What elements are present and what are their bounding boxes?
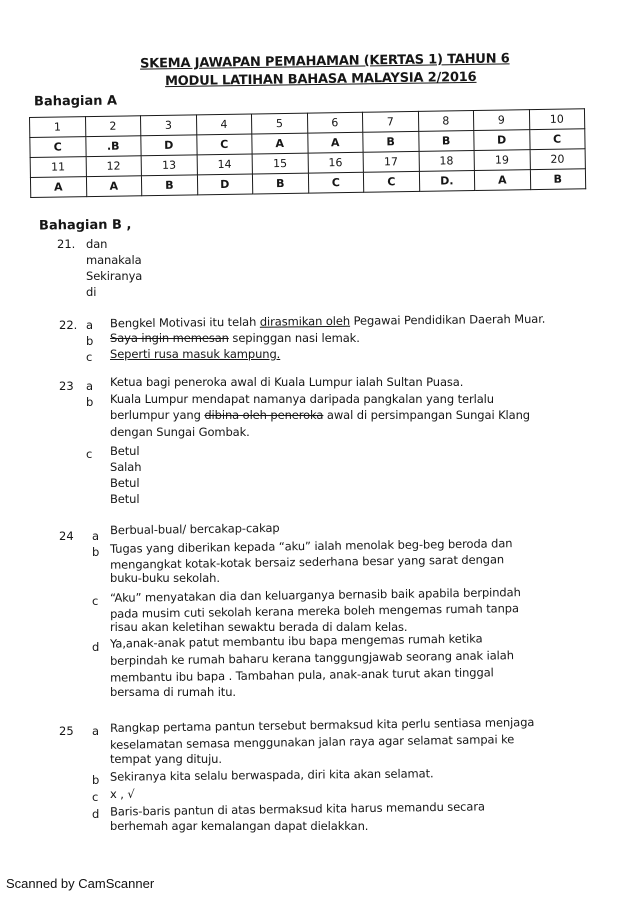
answer-line: buku-buku sekolah. <box>110 571 220 585</box>
document-subtitle: MODUL LATIHAN BAHASA MALAYSIA 2/2016 <box>164 69 477 90</box>
item-label: c <box>92 594 99 608</box>
answer-line: “Aku” menyatakan dia dan keluarganya bernasib baik apabila berpindah <box>109 585 521 605</box>
table-cell: B <box>252 173 308 194</box>
struck-phrase: dibina oleh peneroka <box>204 408 324 422</box>
answer-line: di <box>86 285 97 299</box>
answer-line: mengangkat kotak-kotak bersaiz sederhana besar yang sarat dengan <box>109 552 505 572</box>
answer-text: awal di persimpangan Sungai Klang <box>323 408 530 422</box>
table-cell: A <box>474 170 530 191</box>
answer-line <box>110 312 545 331</box>
table-cell: D <box>197 174 253 195</box>
table-cell: C <box>363 171 419 192</box>
answer-line: Sekiranya kita selalu berwaspada, diri kita akan selamat. <box>109 766 434 784</box>
answer-text: berlumpur yang <box>110 408 205 422</box>
section-a-heading: Bahagian A <box>33 93 118 110</box>
answer-text: sepinggan nasi lemak. <box>228 331 360 345</box>
item-label: a <box>92 529 100 543</box>
document-title: SKEMA JAWAPAN PEMAHAMAN (KERTAS 1) TAHUN 6 <box>139 51 510 72</box>
answer-line <box>110 331 360 345</box>
answer-line: dan <box>86 237 108 251</box>
answer-line: Rangkap pertama pantun tersebut bermaksud kita perlu sentiasa menjaga <box>109 715 535 735</box>
table-cell: C <box>529 129 585 150</box>
answer-line: x , √ <box>110 787 135 801</box>
table-cell: B <box>363 131 419 152</box>
answer-text: Pegawai Pendidikan Daerah Muar. <box>349 311 546 328</box>
answer-line: berpindah ke rumah baharu kerana tanggungjawab seorang anak ialah <box>109 648 514 668</box>
answer-line: tempat yang dituju. <box>110 752 222 766</box>
question-number: 25 <box>59 724 74 738</box>
table-cell: 7 <box>362 111 418 132</box>
item-label: c <box>86 447 93 461</box>
table-cell: A <box>30 177 86 198</box>
table-cell: 12 <box>86 156 142 177</box>
table-cell: 9 <box>473 110 529 131</box>
item-label: d <box>92 807 100 821</box>
table-cell: D <box>474 130 530 151</box>
answer-line: Ya,anak-anak patut membantu ibu bapa mengemas rumah ketika <box>109 631 483 651</box>
answer-line: Sekiranya <box>86 269 143 283</box>
table-cell: 20 <box>530 149 586 170</box>
question-number: 21. <box>57 237 76 251</box>
struck-phrase: Saya ingin memesan <box>110 331 229 345</box>
table-cell: 16 <box>308 152 364 173</box>
answer-line: pada musim cuti sekolah kerana mereka boleh mengemas rumah tanpa <box>109 601 519 621</box>
answer-line: Salah <box>110 460 142 474</box>
underlined-phrase: dirasmikan oleh <box>259 313 351 329</box>
table-cell: 19 <box>474 150 530 171</box>
table-cell: B <box>141 175 197 196</box>
answer-line: Betul <box>110 492 140 506</box>
item-label: c <box>92 790 99 804</box>
table-cell: 5 <box>251 113 307 134</box>
answer-line: Berbual-bual/ bercakap-cakap <box>109 520 280 538</box>
answer-line: manakala <box>86 253 142 267</box>
table-cell: 14 <box>197 154 253 175</box>
table-cell: D <box>141 135 197 156</box>
table-cell: C <box>30 137 86 158</box>
table-cell: 1 <box>30 117 86 138</box>
item-label: c <box>86 350 93 364</box>
table-cell: 15 <box>252 153 308 174</box>
table-cell: 10 <box>529 109 585 130</box>
answer-line: Tugas yang diberikan kepada “aku” ialah menolak beg-beg beroda dan <box>109 536 513 556</box>
item-label: a <box>92 724 100 738</box>
answer-line: Betul <box>110 444 140 458</box>
item-label: b <box>86 395 94 409</box>
item-label: a <box>86 379 94 393</box>
table-cell: 8 <box>418 111 474 132</box>
table-cell: B <box>418 131 474 152</box>
answer-line: keselamatan semasa menggunakan jalan raya agar selamat sampai ke <box>109 732 515 752</box>
table-cell: 4 <box>196 114 252 135</box>
answer-line: berhemah agar kemalangan dapat dielakkan. <box>110 819 369 833</box>
answer-text: Bengkel Motivasi itu telah <box>109 314 260 331</box>
table-cell: .B <box>85 136 141 157</box>
answer-line: Seperti rusa masuk kampung. <box>110 347 281 361</box>
question-number: 24 <box>59 529 74 543</box>
answer-table <box>29 108 586 198</box>
answer-line: membantu ibu bapa . Tambahan pula, anak-anak turut akan tinggal <box>109 665 494 685</box>
table-cell: A <box>252 133 308 154</box>
table-cell: 3 <box>140 115 196 136</box>
item-label: b <box>92 773 100 787</box>
answer-line: Betul <box>110 476 140 490</box>
item-label: b <box>86 334 94 348</box>
item-label: b <box>92 545 100 559</box>
table-cell: B <box>530 169 586 190</box>
question-number: 23 <box>59 379 74 393</box>
item-label: a <box>86 318 94 332</box>
table-cell: A <box>307 132 363 153</box>
answer-line: risau akan keletihan sewaktu berada di dalam kelas. <box>110 620 408 634</box>
table-cell: A <box>86 176 142 197</box>
table-cell: 11 <box>30 157 86 178</box>
table-cell: 13 <box>141 155 197 176</box>
answer-line: bersama di rumah itu. <box>110 685 236 699</box>
answer-line: Ketua bagi peneroka awal di Kuala Lumpur ialah Sultan Puasa. <box>110 375 464 389</box>
table-cell: 17 <box>363 151 419 172</box>
answer-line: Baris-baris pantun di atas bermaksud kita harus memandu secara <box>109 799 485 819</box>
table-cell: C <box>196 134 252 155</box>
section-b-heading: Bahagian B , <box>38 217 132 234</box>
scanner-watermark: Scanned by CamScanner <box>6 876 155 891</box>
table-cell: C <box>308 172 364 193</box>
answer-line: dengan Sungai Gombak. <box>110 425 250 439</box>
answer-line: Kuala Lumpur mendapat namanya daripada pangkalan yang terlalu <box>110 392 494 406</box>
answer-line <box>110 408 530 422</box>
table-cell: 6 <box>307 112 363 133</box>
table-cell: D. <box>419 171 475 192</box>
table-cell: 2 <box>85 116 141 137</box>
question-number: 22. <box>59 318 78 332</box>
item-label: d <box>92 640 100 654</box>
table-cell: 18 <box>419 151 475 172</box>
